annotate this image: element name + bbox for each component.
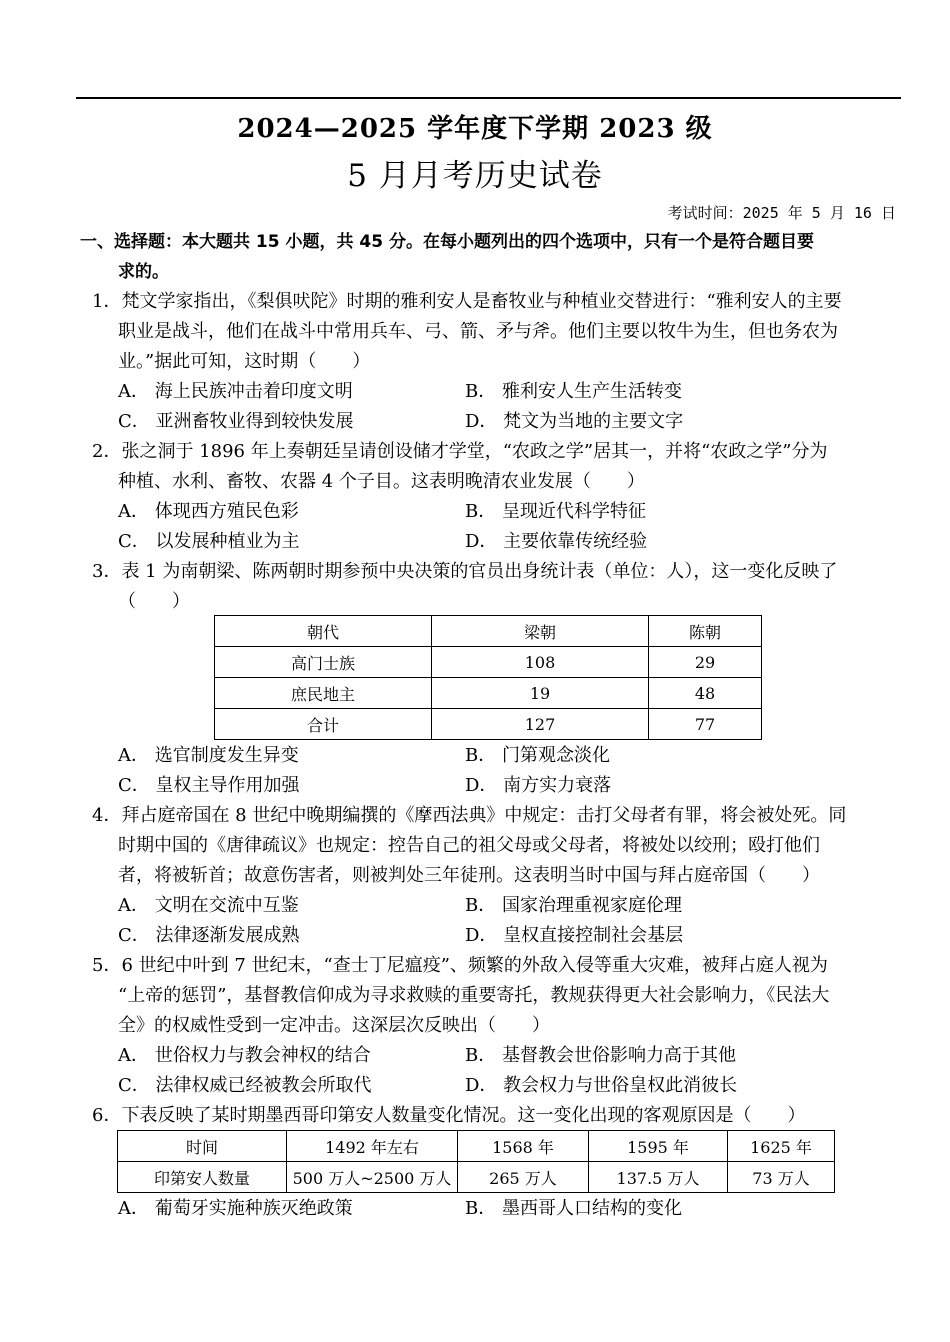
q2-option-c[interactable]: C． 以发展种植业为主 (118, 531, 300, 552)
question-1-text: 职业是战斗，他们在战斗中常用兵车、弓、箭、矛与斧。他们主要以牧牛为生，但也务农为 (118, 321, 838, 342)
question-4-text: 4．拜占庭帝国在 8 世纪中晚期编撰的《摩西法典》中规定：击打父母者有罪，将会被处死。同 (92, 805, 847, 826)
table-cell: 48 (649, 678, 762, 709)
q1-option-b[interactable]: B． 雅利安人生产生活转变 (465, 381, 682, 402)
q5-option-a[interactable]: A． 世俗权力与教会神权的结合 (118, 1045, 371, 1066)
table-row (215, 647, 762, 678)
table-cell: 高门士族 (215, 647, 432, 678)
q1-option-c[interactable]: C． 亚洲畜牧业得到较快发展 (118, 411, 354, 432)
table-header-cell: 1595 年 (589, 1131, 728, 1162)
table-cell: 29 (649, 647, 762, 678)
exam-title-line1: 2024—2025 学年度下学期 2023 级 (237, 114, 713, 144)
question-3-text: 3．表 1 为南朝梁、陈两朝时期参预中央决策的官员出身统计表（单位：人），这一变化反映了 (92, 561, 838, 582)
q4-option-a[interactable]: A． 文明在交流中互鉴 (118, 895, 299, 916)
header-rule (76, 97, 901, 99)
q6-option-b[interactable]: B． 墨西哥人口结构的变化 (465, 1198, 682, 1219)
table-cell: 19 (432, 678, 649, 709)
q3-option-d[interactable]: D． 南方实力衰落 (465, 775, 612, 796)
table-cell: 73 万人 (728, 1162, 835, 1193)
table-cell: 500 万人~2500 万人 (287, 1162, 458, 1193)
table-cell: 265 万人 (458, 1162, 589, 1193)
table-header-cell: 朝代 (215, 616, 432, 647)
table-cell: 庶民地主 (215, 678, 432, 709)
q1-option-d[interactable]: D． 梵文为当地的主要文字 (465, 411, 684, 432)
question-4-text: 者，将被斩首；故意伤害者，则被判处三年徒刑。这表明当时中国与拜占庭帝国（ ） (118, 865, 820, 886)
question-1-text: 1．梵文学家指出，《梨俱吠陀》时期的雅利安人是畜牧业与种植业交替进行：“雅利安人的主要 (92, 291, 842, 312)
question-3-text: （ ） (118, 591, 190, 612)
table-header-cell: 梁朝 (432, 616, 649, 647)
table-cell: 108 (432, 647, 649, 678)
table-header-cell: 陈朝 (649, 616, 762, 647)
exam-title-line2: 5 月月考历史试卷 (347, 158, 603, 194)
table-header-cell: 时间 (118, 1131, 287, 1162)
question-4-text: 时期中国的《唐律疏议》也规定：控告自己的祖父母或父母者，将被处以绞刑；殴打他们 (118, 835, 820, 856)
table-row (118, 1162, 835, 1193)
q4-option-c[interactable]: C． 法律逐渐发展成熟 (118, 925, 300, 946)
question-5-text: “上帝的惩罚”，基督教信仰成为寻求救赎的重要寄托，教规获得更大社会影响力，《民法大 (118, 985, 830, 1006)
q6-table (117, 1130, 835, 1193)
question-5-text: 5．6 世纪中叶到 7 世纪末，“查士丁尼瘟疫”、频繁的外敌入侵等重大灾难，被拜占庭人视为 (92, 955, 828, 976)
table-cell: 合计 (215, 709, 432, 740)
q5-option-d[interactable]: D． 教会权力与世俗皇权此消彼长 (465, 1075, 738, 1096)
table-header-cell: 1625 年 (728, 1131, 835, 1162)
question-5-text: 全》的权威性受到一定冲击。这深层次反映出（ ） (118, 1015, 550, 1036)
section-heading-cont: 求的。 (118, 262, 169, 282)
table-cell: 137.5 万人 (589, 1162, 728, 1193)
question-1-text: 业。”据此可知，这时期（ ） (118, 351, 371, 372)
q6-option-a[interactable]: A． 葡萄牙实施种族灭绝政策 (118, 1198, 353, 1219)
table-row (215, 678, 762, 709)
table-cell: 77 (649, 709, 762, 740)
q3-table (214, 615, 762, 740)
table-cell: 印第安人数量 (118, 1162, 287, 1193)
q5-option-c[interactable]: C． 法律权威已经被教会所取代 (118, 1075, 372, 1096)
question-2-text: 种植、水利、畜牧、农器 4 个子目。这表明晚清农业发展（ ） (118, 471, 645, 492)
q3-option-c[interactable]: C． 皇权主导作用加强 (118, 775, 300, 796)
exam-time: 考试时间：2025 年 5 月 16 日 (667, 204, 896, 222)
table-cell: 127 (432, 709, 649, 740)
q5-option-b[interactable]: B． 基督教会世俗影响力高于其他 (465, 1045, 736, 1066)
q2-option-a[interactable]: A． 体现西方殖民色彩 (118, 501, 299, 522)
table-header-cell: 1492 年左右 (287, 1131, 458, 1162)
section-heading: 一、选择题：本大题共 15 小题，共 45 分。在每小题列出的四个选项中，只有一个是符合题目要 (80, 232, 814, 252)
q3-option-b[interactable]: B． 门第观念淡化 (465, 745, 610, 766)
q4-option-d[interactable]: D． 皇权直接控制社会基层 (465, 925, 684, 946)
question-6-text: 6．下表反映了某时期墨西哥印第安人数量变化情况。这一变化出现的客观原因是（ ） (92, 1105, 806, 1126)
q1-option-a[interactable]: A． 海上民族冲击着印度文明 (118, 381, 353, 402)
question-2-text: 2．张之洞于 1896 年上奏朝廷呈请创设储才学堂，“农政之学”居其一，并将“农政之学”分为 (92, 441, 828, 462)
q3-option-a[interactable]: A． 选官制度发生异变 (118, 745, 299, 766)
q2-option-d[interactable]: D． 主要依靠传统经验 (465, 531, 648, 552)
table-header-cell: 1568 年 (458, 1131, 589, 1162)
q2-option-b[interactable]: B． 呈现近代科学特征 (465, 501, 646, 522)
table-row (215, 709, 762, 740)
q4-option-b[interactable]: B． 国家治理重视家庭伦理 (465, 895, 682, 916)
